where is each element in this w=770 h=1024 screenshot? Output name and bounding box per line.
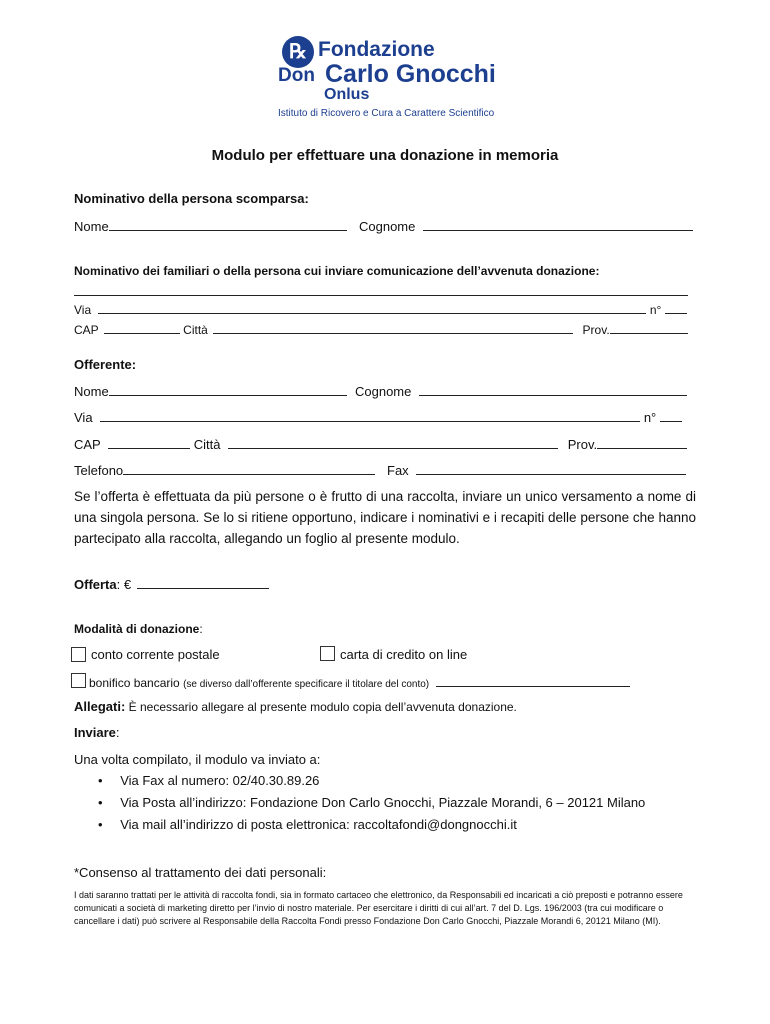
postal-account-checkbox[interactable] [71, 647, 86, 662]
family-via-field[interactable] [98, 301, 646, 314]
donor-cap-field[interactable] [108, 436, 190, 449]
donor-prov-field[interactable] [597, 436, 687, 449]
send-heading-row [74, 725, 120, 740]
logo-line-1: Fondazione [318, 38, 435, 61]
donor-num-label: n° [643, 410, 657, 425]
page-title: Modulo per effettuare una donazione in memoria [211, 147, 559, 164]
family-cap-label: CAP [74, 323, 99, 337]
send-colon: : [115, 725, 120, 740]
family-name-field[interactable] [74, 295, 688, 296]
send-item-post-text: Via Posta all’indirizzo: Fondazione Don Carlo Gnocchi, Piazzale Morandi, 6 – 20121 Milano [120, 795, 646, 810]
family-cap-field[interactable] [104, 321, 180, 334]
donor-phone-field[interactable] [123, 462, 375, 475]
bank-transfer-checkbox[interactable] [71, 673, 86, 688]
donor-cap-row [74, 436, 687, 452]
account-holder-field[interactable] [436, 674, 630, 687]
donor-city-field[interactable] [228, 436, 558, 449]
donor-name-label: Nome [74, 384, 109, 399]
donor-name-field[interactable] [109, 383, 347, 396]
send-label: Inviare [74, 725, 116, 740]
logo-line-4: Istituto di Ricovero e Cura a Carattere Scientifico [278, 108, 495, 119]
donor-heading: Offerente: [74, 357, 137, 372]
donor-prov-label: Prov. [567, 437, 598, 452]
deceased-name-row [74, 218, 347, 234]
postal-account-label: conto corrente postale [91, 647, 220, 662]
donor-via-label: Via [74, 410, 93, 425]
bank-transfer-row [89, 674, 630, 690]
offer-label: Offerta [74, 577, 117, 592]
send-item-fax-text: Via Fax al numero: 02/40.30.89.26 [120, 773, 320, 788]
donor-via-field[interactable] [100, 409, 640, 422]
donor-fax-label: Fax [387, 463, 409, 478]
send-item-mail-text: Via mail all’indirizzo di posta elettronica: raccoltafondi@dongnocchi.it [120, 817, 517, 832]
offer-amount-field[interactable] [137, 576, 269, 589]
family-heading: Nominativo dei familiari o della persona cui inviare comunicazione dell’avvenuta donazione: [74, 264, 600, 278]
bank-transfer-label: bonifico bancario [89, 676, 180, 690]
payment-colon: : [199, 622, 203, 636]
collection-note: Se l’offerta è effettuata da più persone o è frutto di una raccolta, inviare un unico versamento a nome di una singola persona. Se lo si ritiene opportuno, indicare i nominativi e i recapiti delle persone che hanno partecipato alla raccolta, allegando un foglio al presente modulo. [74, 489, 696, 546]
family-via-label: Via [74, 303, 92, 317]
family-prov-label: Prov. [582, 323, 610, 337]
deceased-name-label: Nome [74, 219, 109, 234]
offer-row [74, 576, 269, 592]
family-num-field[interactable] [665, 301, 687, 314]
donor-cap-label: CAP [74, 437, 101, 452]
logo-line-2b: Carlo Gnocchi [325, 60, 496, 88]
donor-surname-label: Cognome [355, 384, 412, 399]
credit-card-checkbox[interactable] [320, 646, 335, 661]
attachments-row [74, 699, 517, 714]
donor-fax-row [387, 462, 686, 478]
send-item-post [98, 795, 645, 810]
consent-text: I dati saranno trattati per le attività di raccolta fondi, sia in formato cartaceo che elettronico, da Responsabili ed incaricati a ciò preposti e potranno essere comunicati a società di marketing diretto per l’invio di nostro materiale. Per esercitare i diritti di cui all’art. 7 del D. Lgs. 196/2003 (tra cui modificare o cancellare i dati) può scrivere al Responsabile della Raccolta Fondi presso Fondazione Don Carlo Gnocchi, Piazzale Morandi 6, 20121 Milano (MI). [74, 890, 683, 926]
logo-mark-icon: ℞ [282, 36, 314, 68]
donor-phone-label: Telefono [74, 463, 124, 478]
logo [278, 36, 498, 122]
donor-via-row [74, 409, 682, 425]
family-city-label: Città [183, 323, 208, 337]
consent-heading: *Consenso al trattamento dei dati personali: [74, 865, 327, 880]
family-prov-field[interactable] [610, 321, 688, 334]
deceased-surname-label: Cognome [359, 219, 416, 234]
payment-heading-row [74, 622, 203, 636]
bank-transfer-note: (se diverso dall’offerente specificare il titolare del conto) [183, 679, 430, 690]
logo-line-3: Onlus [324, 86, 370, 103]
bullet-icon: • [98, 773, 103, 788]
send-item-fax [98, 773, 319, 788]
send-item-mail [98, 817, 517, 832]
donor-phone-row [74, 462, 375, 478]
offer-currency: : € [116, 577, 132, 592]
bullet-icon: • [98, 817, 103, 832]
donor-surname-field[interactable] [419, 383, 687, 396]
deceased-name-field[interactable] [109, 218, 347, 231]
payment-heading: Modalità di donazione [74, 622, 200, 636]
deceased-surname-row [359, 218, 693, 234]
donor-num-field[interactable] [660, 409, 682, 422]
attachments-text: È necessario allegare al presente modulo copia dell’avvenuta donazione. [128, 700, 517, 714]
family-num-label: n° [649, 303, 662, 317]
donor-fax-field[interactable] [416, 462, 686, 475]
send-intro: Una volta compilato, il modulo va inviato a: [74, 752, 321, 767]
donor-surname-row [355, 383, 687, 399]
family-cap-row [74, 321, 688, 337]
bullet-icon: • [98, 795, 103, 810]
logo-line-2a: Don [278, 65, 315, 86]
donor-name-row [74, 383, 347, 399]
deceased-surname-field[interactable] [423, 218, 693, 231]
attachments-label: Allegati: [74, 699, 126, 714]
deceased-heading: Nominativo della persona scomparsa: [74, 191, 309, 206]
donor-city-label: Città [193, 437, 221, 452]
family-city-field[interactable] [213, 321, 573, 334]
credit-card-label: carta di credito on line [340, 647, 468, 662]
family-via-row [74, 301, 687, 317]
